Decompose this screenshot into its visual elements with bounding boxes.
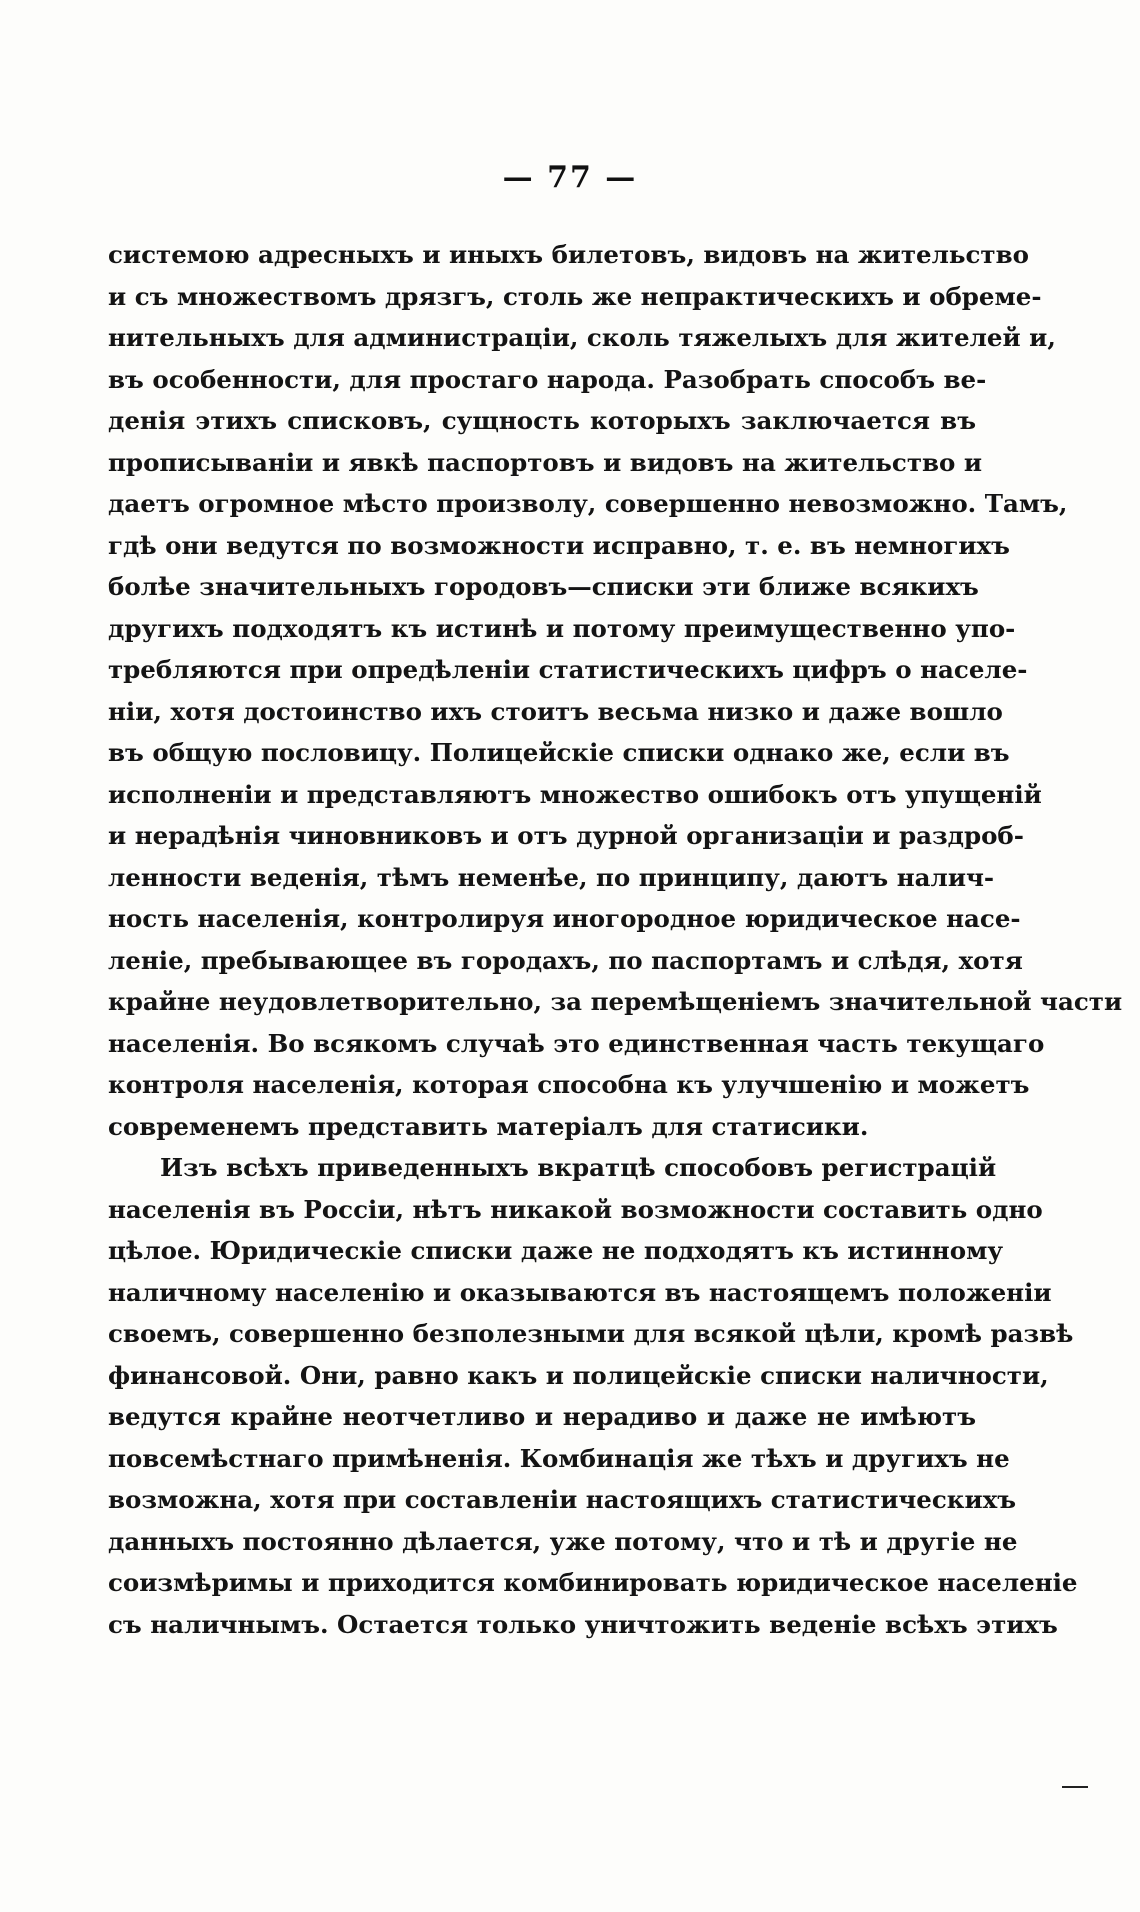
scan-mark bbox=[1062, 1786, 1088, 1788]
text-line: повсемѣстнаго примѣненія. Комбинація же тѣхъ и другихъ не bbox=[108, 1443, 1010, 1473]
text-line: прописываніи и явкѣ паспортовъ и видовъ на жительство и bbox=[108, 447, 983, 477]
text-line: ведутся крайне неотчетливо и нерадиво и даже не имѣютъ bbox=[108, 1402, 976, 1431]
text-line: даетъ огромное мѣсто произволу, совершенно невозможно. Тамъ, bbox=[108, 489, 1068, 518]
text-line: соизмѣримы и приходится комбинировать юридическое населеніе bbox=[108, 1568, 1078, 1597]
paragraph-first-line: Изъ всѣхъ приведенныхъ вкратцѣ способовъ регистрацій bbox=[160, 1153, 997, 1182]
body-text bbox=[108, 234, 1123, 1645]
text-line: данныхъ постоянно дѣлается, уже потому, что и тѣ и другіе не bbox=[108, 1526, 1018, 1556]
text-line: требляются при опредѣленіи статистическихъ цифръ о населе- bbox=[108, 655, 1028, 684]
text-line: въ особенности, для простаго народа. Разобрать способъ ве- bbox=[108, 364, 987, 394]
text-line: ленности веденія, тѣмъ неменѣе, по принципу, даютъ налич- bbox=[108, 862, 995, 892]
text-line: возможна, хотя при составленіи настоящихъ статистическихъ bbox=[108, 1485, 1017, 1514]
text-line: наличному населенію и оказываются въ настоящемъ положеніи bbox=[108, 1277, 1052, 1307]
text-line: своемъ, совершенно безполезными для всякой цѣли, кромѣ развѣ bbox=[108, 1319, 1074, 1348]
text-line: исполненіи и представляютъ множество ошибокъ отъ упущеній bbox=[108, 779, 1042, 809]
text-line: денія этихъ списковъ, сущность которыхъ заключается въ bbox=[108, 406, 976, 435]
text-line: гдѣ они ведутся по возможности исправно, т. е. въ немногихъ bbox=[108, 530, 1010, 560]
text-line: населенія въ Россіи, нѣтъ никакой возможности составить одно bbox=[108, 1194, 1043, 1224]
text-line: населенія. Во всякомъ случаѣ это единственная часть текущаго bbox=[108, 1028, 1045, 1058]
text-line: ніи, хотя достоинство ихъ стоитъ весьма низко и даже вошло bbox=[108, 696, 1003, 726]
text-line: ность населенія, контролируя иногородное юридическое насе- bbox=[108, 904, 1021, 933]
text-line: леніе, пребывающее въ городахъ, по паспортамъ и слѣдя, хотя bbox=[108, 945, 1023, 975]
text-line: болѣе значительныхъ городовъ—списки эти ближе всякихъ bbox=[108, 572, 979, 601]
text-line: цѣлое. Юридическіе списки даже не подходятъ къ истинному bbox=[108, 1236, 1004, 1265]
text-line: системою адресныхъ и иныхъ билетовъ, видовъ на жительство bbox=[108, 240, 1029, 269]
text-line: крайне неудовлетворительно, за перемѣщеніемъ значительной части bbox=[108, 987, 1123, 1016]
text-line: и съ множествомъ дрязгъ, столь же непрактическихъ и обреме- bbox=[108, 281, 1042, 311]
text-line: другихъ подходятъ къ истинѣ и потому преимущественно упо- bbox=[108, 613, 1016, 643]
text-line: съ наличнымъ. Остается только уничтожить веденіе всѣхъ этихъ bbox=[108, 1609, 1058, 1639]
page-number: — 77 — bbox=[502, 160, 638, 195]
text-line: нительныхъ для администраціи, сколь тяжелыхъ для жителей и, bbox=[108, 323, 1056, 352]
text-line: контроля населенія, которая способна къ улучшенію и можетъ bbox=[108, 1070, 1030, 1099]
paragraph-last-line: современемъ представить матеріалъ для статисики. bbox=[108, 1111, 869, 1141]
text-line: и нерадѣнія чиновниковъ и отъ дурной организаціи и раздроб- bbox=[108, 821, 1024, 850]
text-line: финансовой. Они, равно какъ и полицейскіе списки наличности, bbox=[108, 1360, 1049, 1390]
text-line: въ общую пословицу. Полицейскіе списки однако же, если въ bbox=[108, 738, 1010, 767]
